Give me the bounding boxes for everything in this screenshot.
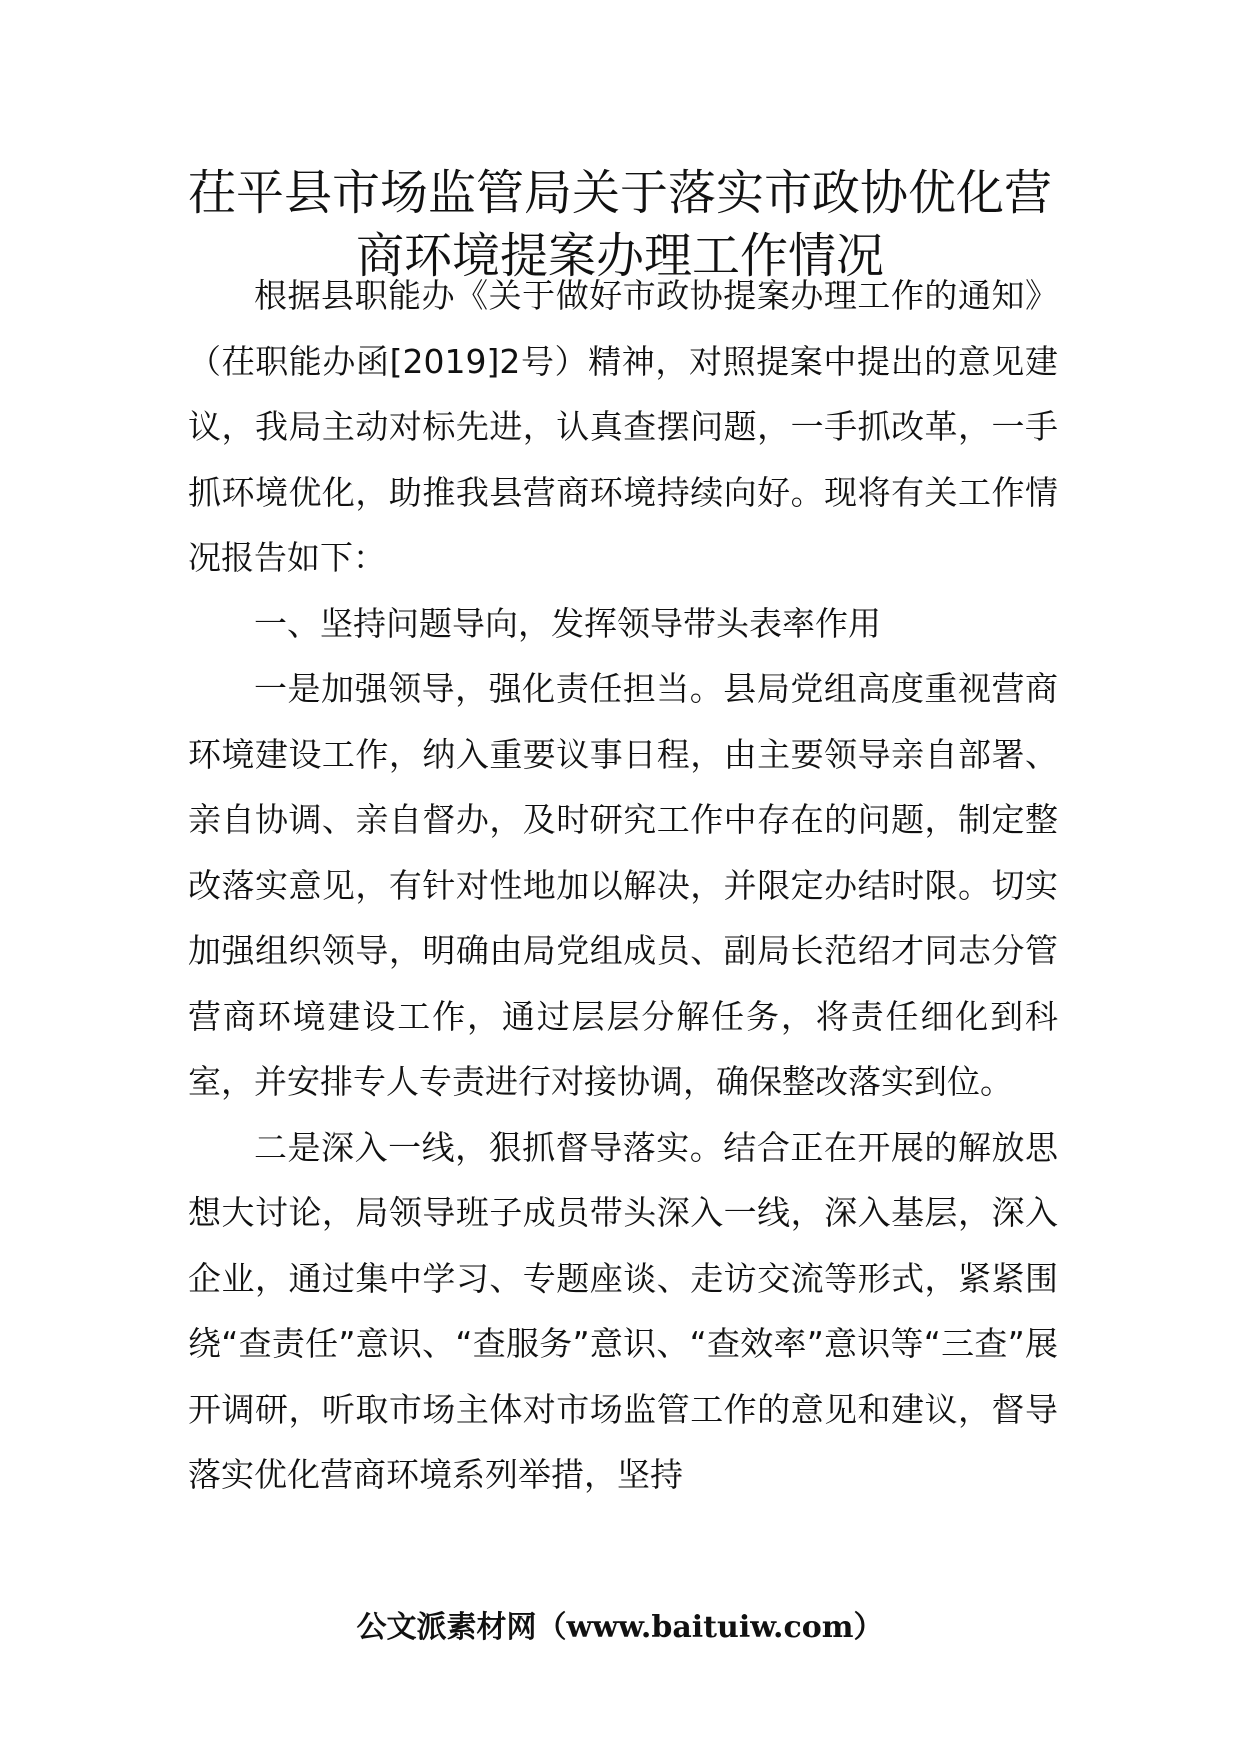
paragraph-leadership: 一是加强领导，强化责任担当。县局党组高度重视营商环境建设工作，纳入重要议事日程，由主要领导亲自部署、亲自协调、亲自督办，及时研究工作中存在的问题，制定整改落实意见，有针对性地加以解决，并限定办结时限。切实加强组织领导，明确由局党组成员、副局长范绍才同志分管营商环境建设工作，通过层层分解任务，将责任细化到科室，并安排专人专责进行对接协调，确保整改落实到位。 — [188, 669, 1058, 1101]
paragraph-supervision: 二是深入一线，狠抓督导落实。结合正在开展的解放思想大讨论，局领导班子成员带头深入一线，深入基层，深入企业，通过集中学习、专题座谈、走访交流等形式，紧紧围绕“查责任”意识、“查服务”意识、“查效率”意识等“三查”展开调研，听取市场主体对市场监管工作的意见和建议，督导落实优化营商环境系列举措，坚持 — [188, 1127, 1058, 1494]
section-heading-1: 一、坚持问题导向，发挥领导带头表率作用 — [254, 603, 881, 643]
source-watermark: 公文派素材网（www.baituiw.com） — [356, 1610, 884, 1645]
document-title-line-2: 商环境提案办理工作情况 — [355, 228, 884, 284]
intro-paragraph: 根据县职能办《关于做好市政协提案办理工作的通知》（茌职能办函[2019]2号）精神，对照提案中提出的意见建议，我局主动对标先进，认真查摆问题，一手抓改革，一手抓环境优化，助推我县营商环境持续向好。现将有关工作情况报告如下： — [188, 276, 1058, 577]
document-body — [188, 263, 1058, 1508]
document-title-line-1: 茌平县市场监管局关于落实市政协优化营 — [187, 165, 1052, 221]
